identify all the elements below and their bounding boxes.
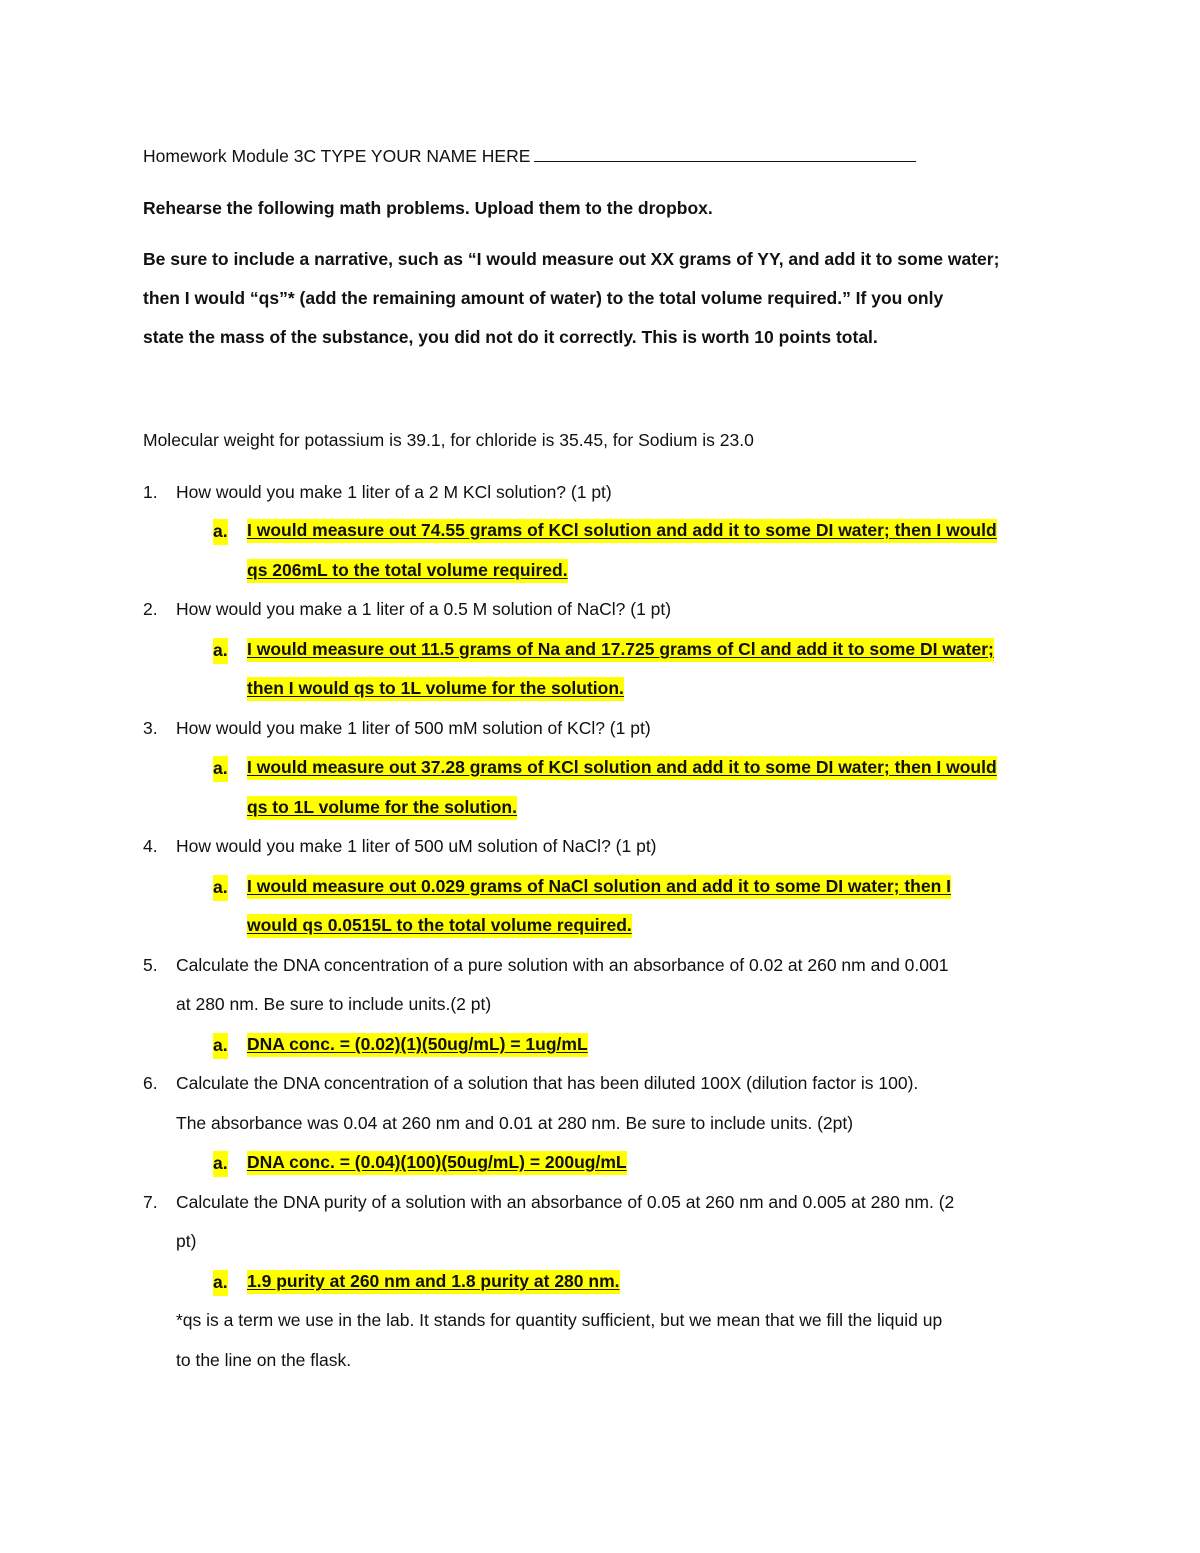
- answer-line: [247, 756, 997, 778]
- answer-line: [247, 559, 568, 581]
- question-text: How would you make 1 liter of 500 mM solution of KCl? (1 pt): [176, 718, 651, 738]
- answer-line: [247, 638, 994, 660]
- question-text: Calculate the DNA purity of a solution with an absorbance of 0.05 at 260 nm and 0.005 at 280 nm. (2: [176, 1192, 955, 1212]
- question-text: The absorbance was 0.04 at 260 nm and 0.01 at 280 nm. Be sure to include units. (2pt): [176, 1113, 854, 1133]
- question-text: How would you make 1 liter of a 2 M KCl solution? (1 pt): [176, 482, 612, 502]
- question-number: 5.: [143, 955, 158, 975]
- answer-letter: a.: [213, 1151, 228, 1177]
- question-text: How would you make a 1 liter of a 0.5 M solution of NaCl? (1 pt): [176, 599, 672, 619]
- footnote-line-1: *qs is a term we use in the lab. It stands for quantity sufficient, but we mean that we fill the liquid up: [176, 1310, 943, 1330]
- answer-line: [247, 796, 517, 818]
- answer-line: [247, 519, 997, 541]
- answer-letter: a.: [213, 875, 228, 901]
- answer-letter: a.: [213, 519, 228, 545]
- question-number: 4.: [143, 836, 158, 856]
- answer-line: [247, 914, 632, 936]
- question-number: 1.: [143, 482, 158, 502]
- answer-text: DNA conc. = (0.02)(1)(50ug/mL) = 1ug/mL: [247, 1033, 588, 1057]
- question-number: 6.: [143, 1073, 158, 1093]
- answer-line: [247, 875, 951, 897]
- answer-text: qs 206mL to the total volume required.: [247, 559, 568, 583]
- intro-line-2: Be sure to include a narrative, such as “I would measure out XX grams of YY, and add it to some water;: [143, 249, 1000, 269]
- answer-line: [247, 1151, 627, 1173]
- answer-text: I would measure out 74.55 grams of KCl solution and add it to some DI water; then I would: [247, 519, 997, 543]
- answer-text: I would measure out 0.029 grams of NaCl solution and add it to some DI water; then I: [247, 875, 951, 899]
- question-text: at 280 nm. Be sure to include units.(2 pt): [176, 994, 492, 1014]
- footnote-line-2: to the line on the flask.: [176, 1350, 352, 1370]
- answer-line: [247, 677, 624, 699]
- question-number: 7.: [143, 1192, 158, 1212]
- answer-line: [247, 1270, 620, 1292]
- intro-line-4: state the mass of the substance, you did not do it correctly. This is worth 10 points total.: [143, 327, 878, 347]
- answer-letter: a.: [213, 756, 228, 782]
- question-number: 2.: [143, 599, 158, 619]
- answer-line: [247, 1033, 588, 1055]
- answer-letter: a.: [213, 638, 228, 664]
- answer-text: I would measure out 11.5 grams of Na and 17.725 grams of Cl and add it to some DI water;: [247, 638, 994, 662]
- answer-text: 1.9 purity at 260 nm and 1.8 purity at 280 nm.: [247, 1270, 620, 1294]
- answer-letter: a.: [213, 1270, 228, 1296]
- answer-text: qs to 1L volume for the solution.: [247, 796, 517, 820]
- question-text: pt): [176, 1231, 197, 1251]
- answer-text: I would measure out 37.28 grams of KCl solution and add it to some DI water; then I would: [247, 756, 997, 780]
- answer-text: DNA conc. = (0.04)(100)(50ug/mL) = 200ug/mL: [247, 1151, 627, 1175]
- header-title: [143, 145, 916, 167]
- intro-line-3: then I would “qs”* (add the remaining amount of water) to the total volume required.” If you only: [143, 288, 944, 308]
- answer-letter: a.: [213, 1033, 228, 1059]
- question-text: Calculate the DNA concentration of a solution that has been diluted 100X (dilution factor is 100).: [176, 1073, 919, 1093]
- answer-text: then I would qs to 1L volume for the solution.: [247, 677, 624, 701]
- title-text: Homework Module 3C TYPE YOUR NAME HERE: [143, 146, 531, 166]
- answer-text: would qs 0.0515L to the total volume required.: [247, 914, 632, 938]
- question-number: 3.: [143, 718, 158, 738]
- molecular-weights: Molecular weight for potassium is 39.1, for chloride is 35.45, for Sodium is 23.0: [143, 430, 754, 450]
- question-text: How would you make 1 liter of 500 uM solution of NaCl? (1 pt): [176, 836, 657, 856]
- name-blank-line[interactable]: [534, 147, 916, 162]
- question-text: Calculate the DNA concentration of a pure solution with an absorbance of 0.02 at 260 nm and 0.001: [176, 955, 949, 975]
- intro-line-1: Rehearse the following math problems. Upload them to the dropbox.: [143, 198, 713, 218]
